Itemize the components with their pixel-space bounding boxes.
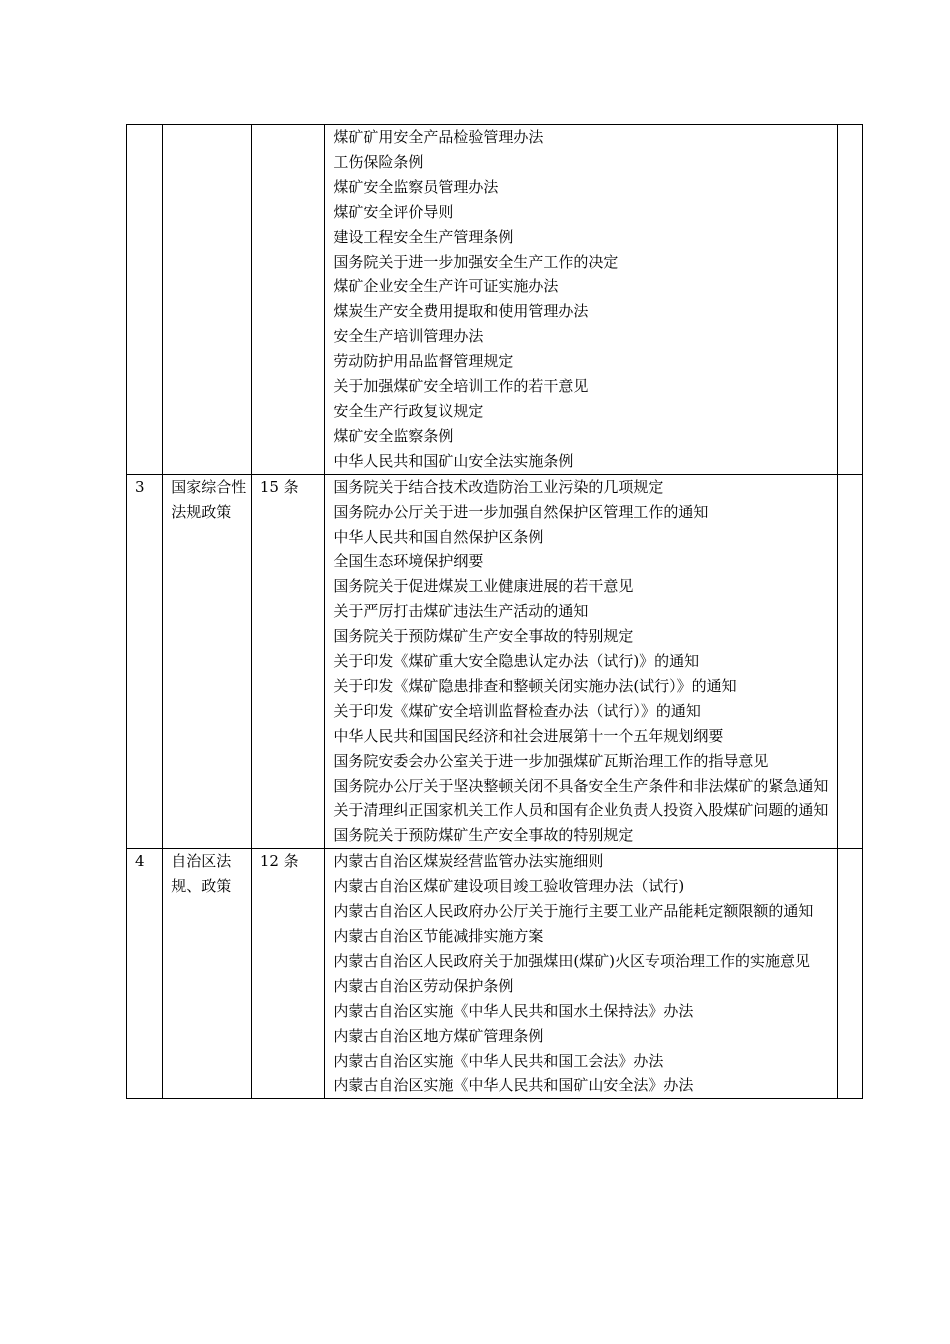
regulation-list xyxy=(325,474,837,849)
row-note xyxy=(837,474,862,849)
regulation-item: 关于加强煤矿安全培训工作的若干意见 xyxy=(333,377,589,396)
regulation-item: 内蒙古自治区地方煤矿管理条例 xyxy=(333,1026,544,1045)
regulation-item: 煤矿安全监察条例 xyxy=(333,426,454,445)
row-category: 国家综合性法规政策 xyxy=(163,474,252,849)
regulation-item: 国务院关于预防煤矿生产安全事故的特别规定 xyxy=(333,826,634,845)
row-category xyxy=(163,125,252,475)
regulation-item: 内蒙古自治区人民政府关于加强煤田(煤矿)火区专项治理工作的实施意见 xyxy=(333,951,811,970)
regulation-item: 内蒙古自治区实施《中华人民共和国工会法》办法 xyxy=(333,1051,664,1070)
regulation-item: 建设工程安全生产管理条例 xyxy=(333,227,514,246)
row-count: 15 条 xyxy=(251,474,324,849)
regulation-item: 国务院安委会办公室关于进一步加强煤矿瓦斯治理工作的指导意见 xyxy=(333,751,769,770)
regulation-item: 煤矿企业安全生产许可证实施办法 xyxy=(333,277,559,296)
regulation-item: 国务院办公厅关于进一步加强自然保护区管理工作的通知 xyxy=(333,502,709,521)
regulation-item: 关于严厉打击煤矿违法生产活动的通知 xyxy=(333,602,589,621)
regulation-item: 工伤保险条例 xyxy=(333,152,424,171)
row-category: 自治区法规、政策 xyxy=(163,849,252,1099)
regulation-item: 国务院关于进一步加强安全生产工作的决定 xyxy=(333,252,619,271)
regulation-item: 国务院关于结合技术改造防治工业污染的几项规定 xyxy=(333,477,664,496)
row-note xyxy=(837,125,862,475)
regulation-item: 关于印发《煤矿重大安全隐患认定办法（试行)》的通知 xyxy=(333,652,700,671)
regulation-item: 内蒙古自治区节能减排实施方案 xyxy=(333,927,544,945)
row-number xyxy=(127,125,163,475)
regulation-item: 煤矿安全评价导则 xyxy=(333,202,454,221)
regulation-item: 关于清理纠正国家机关工作人员和国有企业负责人投资入股煤矿问题的通知 xyxy=(333,801,829,820)
row-note xyxy=(837,849,862,1099)
regulation-list xyxy=(325,125,837,475)
regulations-table xyxy=(126,124,863,1099)
regulation-item: 安全生产培训管理办法 xyxy=(333,327,484,346)
regulation-item: 全国生态环境保护纲要 xyxy=(333,552,484,571)
row-number: 4 xyxy=(127,849,163,1099)
regulation-item: 内蒙古自治区实施《中华人民共和国矿山安全法》办法 xyxy=(333,1076,694,1095)
regulation-item: 内蒙古自治区实施《中华人民共和国水土保持法》办法 xyxy=(333,1001,694,1020)
regulation-item: 国务院关于促进煤炭工业健康进展的若干意见 xyxy=(333,577,634,596)
regulation-list xyxy=(325,849,837,1099)
regulation-item: 中华人民共和国国民经济和社会进展第十一个五年规划纲要 xyxy=(333,726,724,745)
regulation-item: 安全生产行政复议规定 xyxy=(333,401,484,420)
regulation-item: 内蒙古自治区劳动保护条例 xyxy=(333,976,514,995)
table-row xyxy=(127,849,863,1099)
regulation-item: 关于印发《煤矿安全培训监督检查办法（试行）》的通知 xyxy=(333,701,701,720)
regulation-item: 煤矿矿用安全产品检验管理办法 xyxy=(333,128,544,146)
regulation-item: 关于印发《煤矿隐患排查和整顿关闭实施办法(试行）》的通知 xyxy=(333,676,737,695)
table-row xyxy=(127,474,863,849)
regulation-item: 煤矿安全监察员管理办法 xyxy=(333,177,499,196)
regulation-item: 中华人民共和国矿山安全法实施条例 xyxy=(333,451,574,470)
row-count: 12 条 xyxy=(251,849,324,1099)
regulation-item: 内蒙古自治区煤矿建设项目竣工验收管理办法（试行) xyxy=(333,877,685,896)
regulation-item: 内蒙古自治区煤炭经营监管办法实施细则 xyxy=(333,852,604,871)
row-count xyxy=(251,125,324,475)
row-number: 3 xyxy=(127,474,163,849)
regulation-item: 内蒙古自治区人民政府办公厅关于施行主要工业产品能耗定额限额的通知 xyxy=(333,902,814,921)
table-row xyxy=(127,125,863,475)
regulation-item: 煤炭生产安全费用提取和使用管理办法 xyxy=(333,302,589,321)
regulation-item: 国务院办公厅关于坚决整顿关闭不具备安全生产条件和非法煤矿的紧急通知 xyxy=(333,776,829,795)
regulation-item: 中华人民共和国自然保护区条例 xyxy=(333,527,544,546)
regulation-item: 国务院关于预防煤矿生产安全事故的特别规定 xyxy=(333,627,634,646)
regulation-item: 劳动防护用品监督管理规定 xyxy=(333,352,514,371)
